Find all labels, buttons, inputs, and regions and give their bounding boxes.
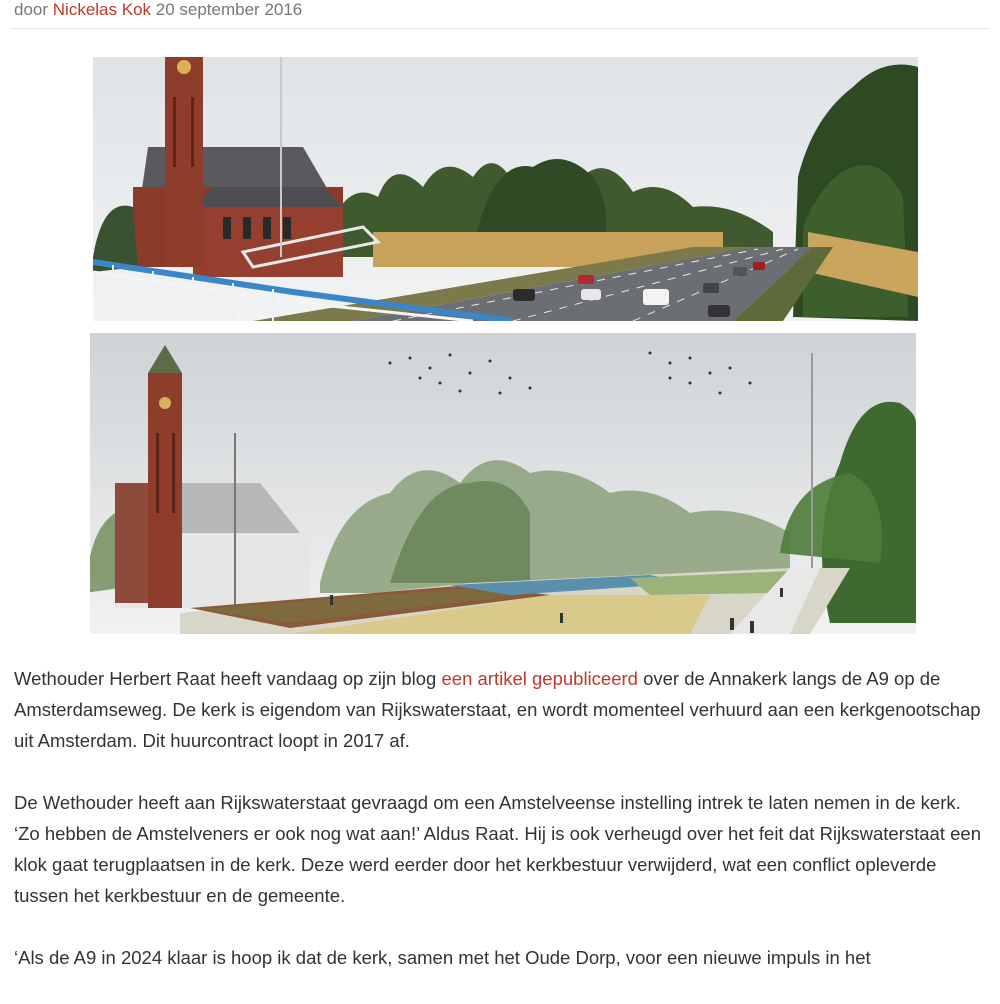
render-future-park xyxy=(90,333,916,634)
photo-church-motorway xyxy=(93,57,918,321)
photo-church-motorway-illustration xyxy=(93,57,918,321)
render-future-park-illustration xyxy=(90,333,916,634)
author-link[interactable]: Nickelas Kok xyxy=(52,0,152,19)
paragraph-text: over de Annakerk langs de A9 op de Amsterdamseweg. De kerk is eigendom van Rijkswaterstaat, en wordt momenteel verhuurd aan een kerkgenootschap uit Amsterdam. Dit huurcontract loopt in 2017 af. xyxy=(14,668,981,751)
article-body xyxy=(14,663,984,1004)
byline-prefix: door xyxy=(14,0,49,19)
divider xyxy=(12,28,988,29)
publish-date: 20 september 2016 xyxy=(155,0,303,19)
article-link[interactable]: een artikel gepubliceerd xyxy=(441,668,638,689)
article-paragraph xyxy=(14,663,984,756)
article-figure xyxy=(90,57,920,635)
article-paragraph: ‘Als de A9 in 2024 klaar is hoop ik dat de kerk, samen met het Oude Dorp, voor een nieuwe impuls in het xyxy=(14,947,871,968)
byline xyxy=(14,0,302,23)
paragraph-text: Wethouder Herbert Raat heeft vandaag op zijn blog xyxy=(14,668,442,689)
article-paragraph: De Wethouder heeft aan Rijkswaterstaat gevraagd om een Amstelveense instelling intrek te laten nemen in de kerk. ‘Zo hebben de Amstelveners er ook nog wat aan!’ Aldus Raat. Hij is ook verheugd over het feit dat Rijkswaterstaat een klok gaat terugplaatsen in de kerk. Deze werd eerder door het kerkbestuur verwijderd, wat een conflict opleverde tussen het kerkbestuur en de gemeente. xyxy=(14,792,981,906)
